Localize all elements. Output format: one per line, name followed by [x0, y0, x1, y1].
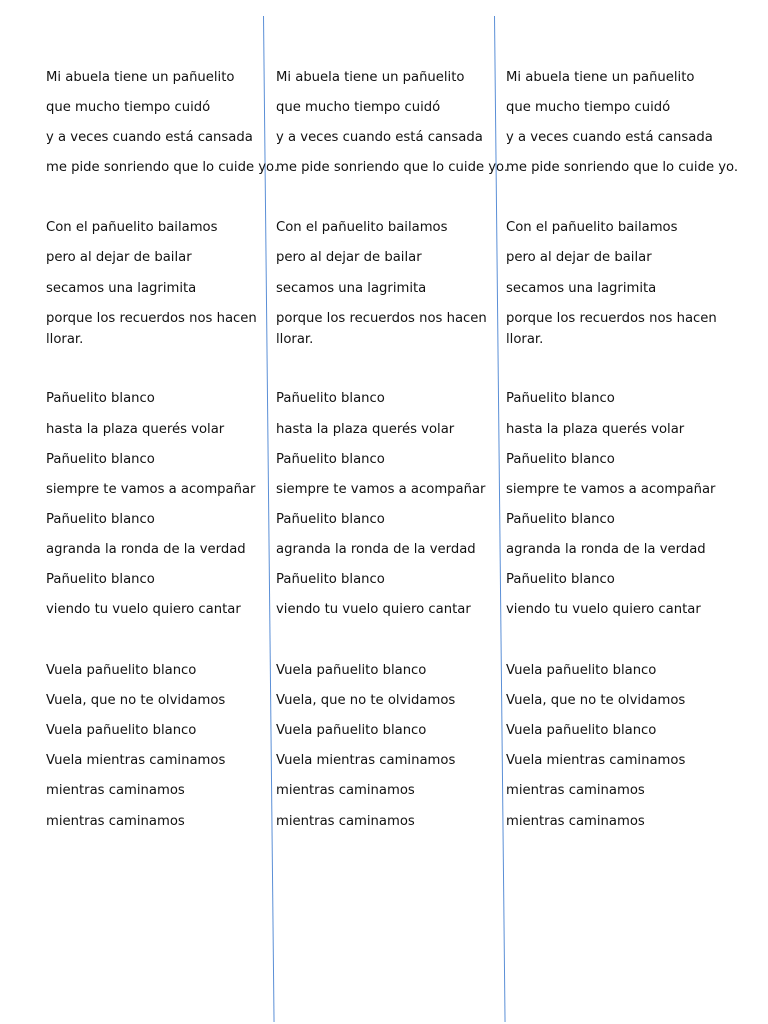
poem-line: mientras caminamos	[276, 783, 415, 798]
poem-line: me pide sonriendo que lo cuide yo.	[46, 160, 279, 175]
poem-line: que mucho tiempo cuidó	[46, 100, 211, 115]
poem-line: agranda la ronda de la verdad	[46, 542, 246, 557]
poem-line: Pañuelito blanco	[46, 572, 155, 587]
poem-line: que mucho tiempo cuidó	[276, 100, 441, 115]
poem-line: que mucho tiempo cuidó	[506, 100, 671, 115]
poem-line: mientras caminamos	[506, 783, 645, 798]
poem-line: mientras caminamos	[46, 814, 185, 829]
poem-line: pero al dejar de bailar	[506, 250, 652, 265]
poem-line: y a veces cuando está cansada	[46, 130, 253, 145]
poem-line: Vuela mientras caminamos	[46, 753, 226, 768]
poem-line: mientras caminamos	[46, 783, 185, 798]
poem-line: Vuela mientras caminamos	[506, 753, 686, 768]
poem-line: Pañuelito blanco	[506, 512, 615, 527]
poem-line: Vuela pañuelito blanco	[506, 663, 657, 678]
poem-line: Vuela pañuelito blanco	[506, 723, 657, 738]
poem-line: viendo tu vuelo quiero cantar	[506, 602, 701, 617]
poem-line: mientras caminamos	[276, 814, 415, 829]
poem-line: siempre te vamos a acompañar	[276, 482, 486, 497]
poem-line: Vuela pañuelito blanco	[276, 663, 427, 678]
poem-line: Pañuelito blanco	[276, 512, 385, 527]
poem-line: secamos una lagrimita	[276, 281, 427, 296]
poem-line: Vuela, que no te olvidamos	[506, 693, 686, 708]
poem-line: Pañuelito blanco	[46, 452, 155, 467]
poem-line: porque los recuerdos nos hacen llorar.	[276, 311, 487, 347]
poem-line: hasta la plaza querés volar	[276, 422, 455, 437]
poem-line: mientras caminamos	[506, 814, 645, 829]
poem-line: Con el pañuelito bailamos	[46, 220, 218, 235]
poem-line: Pañuelito blanco	[276, 452, 385, 467]
poem-line: pero al dejar de bailar	[46, 250, 192, 265]
poem-line: siempre te vamos a acompañar	[46, 482, 256, 497]
poem-line: Vuela, que no te olvidamos	[276, 693, 456, 708]
poem-line: Pañuelito blanco	[276, 391, 385, 406]
poem-line: agranda la ronda de la verdad	[506, 542, 706, 557]
poem-line: Pañuelito blanco	[506, 572, 615, 587]
poem-line: Pañuelito blanco	[506, 452, 615, 467]
poem-line: y a veces cuando está cansada	[276, 130, 483, 145]
poem-line: Vuela pañuelito blanco	[46, 723, 197, 738]
poem-line: Pañuelito blanco	[46, 512, 155, 527]
poem-line: Con el pañuelito bailamos	[276, 220, 448, 235]
poem-line: Pañuelito blanco	[506, 391, 615, 406]
poem-line: Vuela pañuelito blanco	[276, 723, 427, 738]
poem-line: porque los recuerdos nos hacen llorar.	[506, 311, 717, 347]
poem-line: Vuela, que no te olvidamos	[46, 693, 226, 708]
poem-line: Pañuelito blanco	[46, 391, 155, 406]
poem-line: Mi abuela tiene un pañuelito	[276, 70, 465, 85]
poem-line: hasta la plaza querés volar	[46, 422, 225, 437]
poem-line: secamos una lagrimita	[506, 281, 657, 296]
poem-line: Mi abuela tiene un pañuelito	[46, 70, 235, 85]
poem-line: porque los recuerdos nos hacen llorar.	[46, 311, 257, 347]
poem-line: viendo tu vuelo quiero cantar	[276, 602, 471, 617]
poem-line: Pañuelito blanco	[276, 572, 385, 587]
poem-line: Vuela pañuelito blanco	[46, 663, 197, 678]
poem-line: pero al dejar de bailar	[276, 250, 422, 265]
poem-line: viendo tu vuelo quiero cantar	[46, 602, 241, 617]
poem-line: siempre te vamos a acompañar	[506, 482, 716, 497]
poem-line: secamos una lagrimita	[46, 281, 197, 296]
poem-line: hasta la plaza querés volar	[506, 422, 685, 437]
poem-line: me pide sonriendo que lo cuide yo.	[276, 160, 509, 175]
poem-line: Con el pañuelito bailamos	[506, 220, 678, 235]
poem-line: agranda la ronda de la verdad	[276, 542, 476, 557]
poem-line: Mi abuela tiene un pañuelito	[506, 70, 695, 85]
poem-line: y a veces cuando está cansada	[506, 130, 713, 145]
poem-line: Vuela mientras caminamos	[276, 753, 456, 768]
poem-line: me pide sonriendo que lo cuide yo.	[506, 160, 739, 175]
